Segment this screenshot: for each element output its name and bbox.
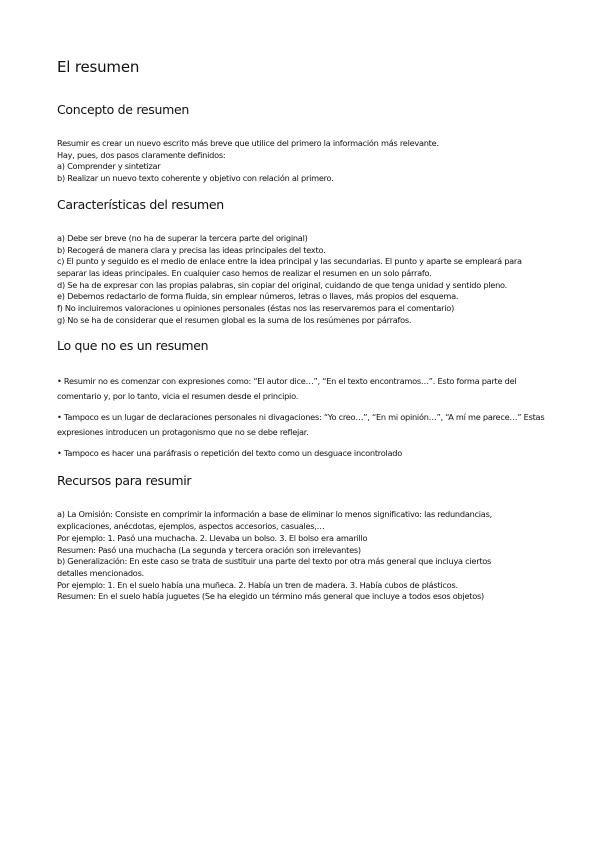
paragraph-line: explicaciones, anécdotas, ejemplos, aspectos accesorios, casuales,… <box>57 521 325 532</box>
paragraph-line: detalles mencionados. <box>57 567 144 578</box>
example-line: Por ejemplo: 1. Pasó una muchacha. 2. Llevaba un bolso. 3. El bolso era amarillo <box>57 532 368 543</box>
paragraph-line: a) La Omisión: Consiste en comprimir la información a base de eliminar lo menos significativo: las redundancias, <box>57 509 492 520</box>
document-page <box>57 58 547 615</box>
section-caracteristicas <box>57 197 547 327</box>
list-item: g) No se ha de considerar que el resumen global es la suma de los resúmenes por párrafos. <box>57 314 412 325</box>
document-title: El resumen <box>57 58 140 76</box>
section-heading-caracteristicas: Características del resumen <box>57 196 224 212</box>
list-item: f) No incluiremos valoraciones u opiniones personales (éstas nos las reservaremos para el comentario) <box>57 303 455 314</box>
example-line: Por ejemplo: 1. En el suelo había una muñeca. 2. Había un tren de madera. 3. Había cubos de plásticos. <box>57 579 458 590</box>
paragraph-line: b) Generalización: En este caso se trata de sustituir una parte del texto por otra más general que incluya ciertos <box>57 556 492 567</box>
list-item: c) El punto y seguido es el medio de enlace entre la idea principal y las secundarias. El punto y aparte se empleará para <box>57 256 522 267</box>
example-line: Resumen: En el suelo había juguetes (Se ha elegido un término más general que incluye a todos esos objetos) <box>57 591 484 602</box>
section-heading-concepto: Concepto de resumen <box>57 102 189 117</box>
paragraph-line: Resumir es crear un nuevo escrito más breve que utilice del primero la información más relevante. <box>57 138 439 148</box>
bullet-item: • Tampoco es un lugar de declaraciones personales ni divagaciones: “Yo creo…”, “En mi opinión…”, “A mí me parece…” Estas expresiones introducen un protagonismo que no se debe reflejar. <box>57 412 545 438</box>
list-item: d) Se ha de expresar con las propias palabras, sin copiar del original, cuidando de que tenga unidad y sentido pleno. <box>57 279 507 290</box>
paragraph-line: b) Realizar un nuevo texto coherente y objetivo con relación al primero. <box>57 173 334 184</box>
section-heading-no-es: Lo que no es un resumen <box>57 338 209 354</box>
section-concepto <box>57 102 547 185</box>
list-item: b) Recogerá de manera clara y precisa las ideas principales del texto. <box>57 244 326 255</box>
section-heading-recursos: Recursos para resumir <box>57 473 192 489</box>
paragraph-line: Hay, pues, dos pasos claramente definidos: <box>57 149 226 160</box>
bullet-item: • Tampoco es hacer una paráfrasis o repetición del texto como un desguace incontrolado <box>57 448 402 459</box>
bullet-item: • Resumir no es comenzar con expresiones como: “El autor dice…”, “En el texto encontramos…”. Esto forma parte del comentario y, por lo tanto, vicia el resumen desde el principio. <box>57 376 517 402</box>
section-no-es <box>57 338 547 461</box>
paragraph-line: a) Comprender y sintetizar <box>57 161 161 172</box>
section-recursos <box>57 473 547 603</box>
example-line: Resumen: Pasó una muchacha (La segunda y tercera oración son irrelevantes) <box>57 544 361 555</box>
list-item: separar las ideas principales. En cualquier caso hemos de realizar el resumen en un solo párrafo. <box>57 267 432 278</box>
list-item: a) Debe ser breve (no ha de superar la tercera parte del original) <box>57 232 308 243</box>
list-item: e) Debemos redactarlo de forma fluida, sin emplear números, letras o llaves, más propios del esquema. <box>57 291 459 302</box>
